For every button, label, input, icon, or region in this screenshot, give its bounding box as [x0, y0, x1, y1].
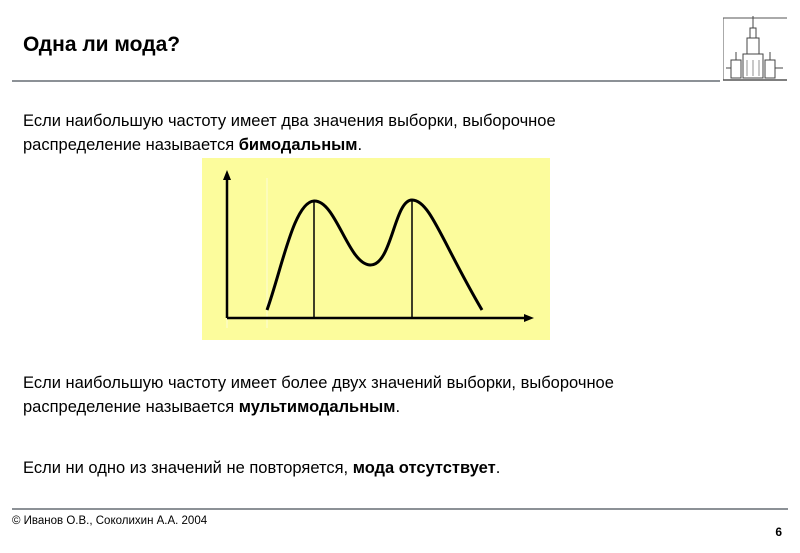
bimodal-paragraph: [23, 109, 556, 157]
term-bimodal: бимодальным: [238, 136, 358, 154]
text-run: распределение называется: [23, 398, 239, 416]
text-run: .: [395, 398, 401, 416]
term-no-mode: мода отсутствует: [352, 459, 496, 477]
university-logo: [723, 16, 787, 82]
no-mode-paragraph: [23, 456, 500, 480]
multimodal-paragraph: [23, 371, 614, 419]
title-divider: [12, 80, 720, 82]
text-run: распределение называется: [23, 136, 239, 154]
term-multimodal: мультимодальным: [238, 398, 396, 416]
copyright-text: © Иванов О.В., Соколихин А.А. 2004: [12, 515, 208, 527]
text-run: Если ни одно из значений не повторяется,: [23, 459, 353, 477]
page-number: 6: [775, 525, 782, 539]
paragraph-line: Если наибольшую частоту имеет два значения выборки, выборочное: [23, 112, 556, 130]
paragraph-line: Если наибольшую частоту имеет более двух значений выборки, выборочное: [23, 374, 614, 392]
bimodal-chart: [202, 158, 550, 340]
paragraph-line: [23, 133, 556, 157]
slide-title: Одна ли мода?: [23, 33, 181, 56]
footer-divider: [12, 508, 788, 510]
text-run: .: [357, 136, 363, 154]
chart-background: [202, 158, 550, 340]
text-run: .: [495, 459, 501, 477]
paragraph-line: [23, 395, 614, 419]
